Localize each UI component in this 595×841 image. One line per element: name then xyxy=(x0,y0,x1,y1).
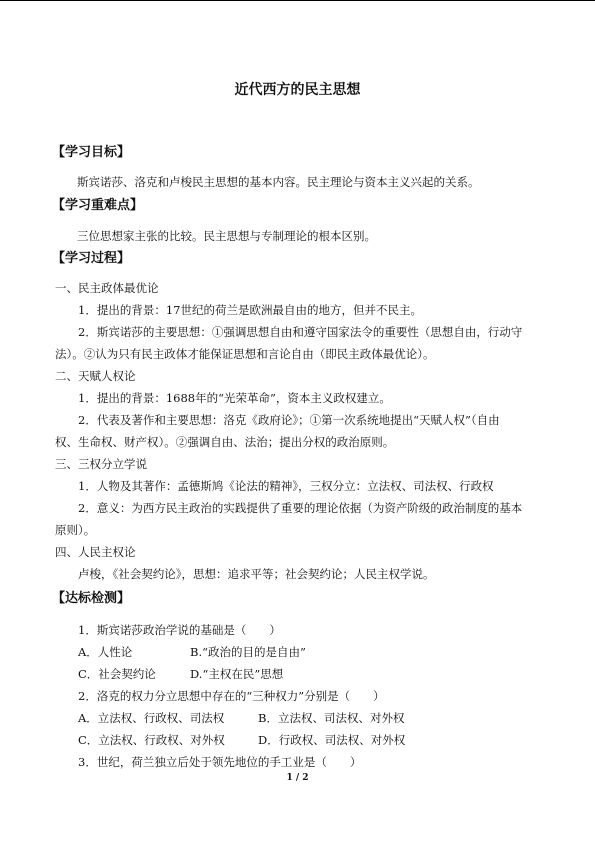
section-header-key: 【学习重难点】 xyxy=(52,198,144,213)
process-line: 1．提出的背景：17世纪的荷兰是欧洲最自由的地方，但并不民主。 xyxy=(78,303,422,317)
option-2c: C．立法权、行政权、对外权 xyxy=(78,733,225,747)
question-2: 2．洛克的权力分立思想中存在的“三种权力”分别是（ ） xyxy=(78,689,385,703)
process-line: 四、人民主权论 xyxy=(55,545,136,559)
process-line: 1．人物及其著作：孟德斯鸠《论法的精神》，三权分立：立法权、司法权、行政权 xyxy=(78,479,494,493)
process-line: 2．斯宾诺莎的主要思想：①强调思想自由和遵守国家法令的重要性（思想自由，行动守 xyxy=(78,325,523,339)
page-title: 近代西方的民主思想 xyxy=(234,82,361,98)
section-header-goals: 【学习目标】 xyxy=(52,145,131,160)
section-header-process: 【学习过程】 xyxy=(52,251,131,266)
process-line: 权、生命权、财产权）。②强调自由、法治；提出分权的政治原则。 xyxy=(55,435,395,449)
goals-text: 斯宾诺莎、洛克和卢梭民主思想的基本内容。民主理论与资本主义兴起的关系。 xyxy=(77,175,480,189)
process-line: 法）。②认为只有民主政体才能保证思想和言论自由（即民主政体最优论）。 xyxy=(55,347,435,361)
option-2b: B．立法权、司法权、对外权 xyxy=(258,711,405,725)
option-2d: D．行政权、司法权、对外权 xyxy=(258,733,406,747)
process-line: 二、天赋人权论 xyxy=(55,369,136,383)
section-header-test: 【达标检测】 xyxy=(52,591,131,606)
process-line: 一、民主政体最优论 xyxy=(55,281,159,295)
process-line: 2．意义：为西方民主政治的实践提供了重要的理论依据（为资产阶级的政治制度的基本 xyxy=(78,501,523,515)
process-line: 三、三权分立学说 xyxy=(55,457,147,471)
key-text: 三位思想家主张的比较。民主思想与专制理论的根本区别。 xyxy=(77,229,376,243)
process-line: 1．提出的背景：1688年的“光荣革命”，资本主义政权建立。 xyxy=(78,391,391,405)
option-1c: C．社会契约论 xyxy=(78,667,156,681)
option-1b: B.“政治的目的是自由” xyxy=(190,645,306,659)
process-line: 卢梭，《社会契约论》，思想：追求平等；社会契约论；人民主权学说。 xyxy=(78,567,435,581)
option-1a: A．人性论 xyxy=(78,645,133,659)
process-line: 原则）。 xyxy=(55,523,96,537)
process-line: 2．代表及著作和主要思想：洛克《政府论》；①第一次系统地提出“天赋人权”（自由 xyxy=(78,413,500,427)
question-1: 1．斯宾诺莎政治学说的基础是（ ） xyxy=(78,623,281,637)
option-1d: D.“主权在民”思想 xyxy=(190,667,284,681)
page-number: 1 / 2 xyxy=(286,773,309,783)
option-2a: A．立法权、行政权、司法权 xyxy=(78,711,225,725)
top-rule xyxy=(0,0,595,1)
question-3: 3．世纪，荷兰独立后处于领先地位的手工业是（ ） xyxy=(78,755,362,769)
